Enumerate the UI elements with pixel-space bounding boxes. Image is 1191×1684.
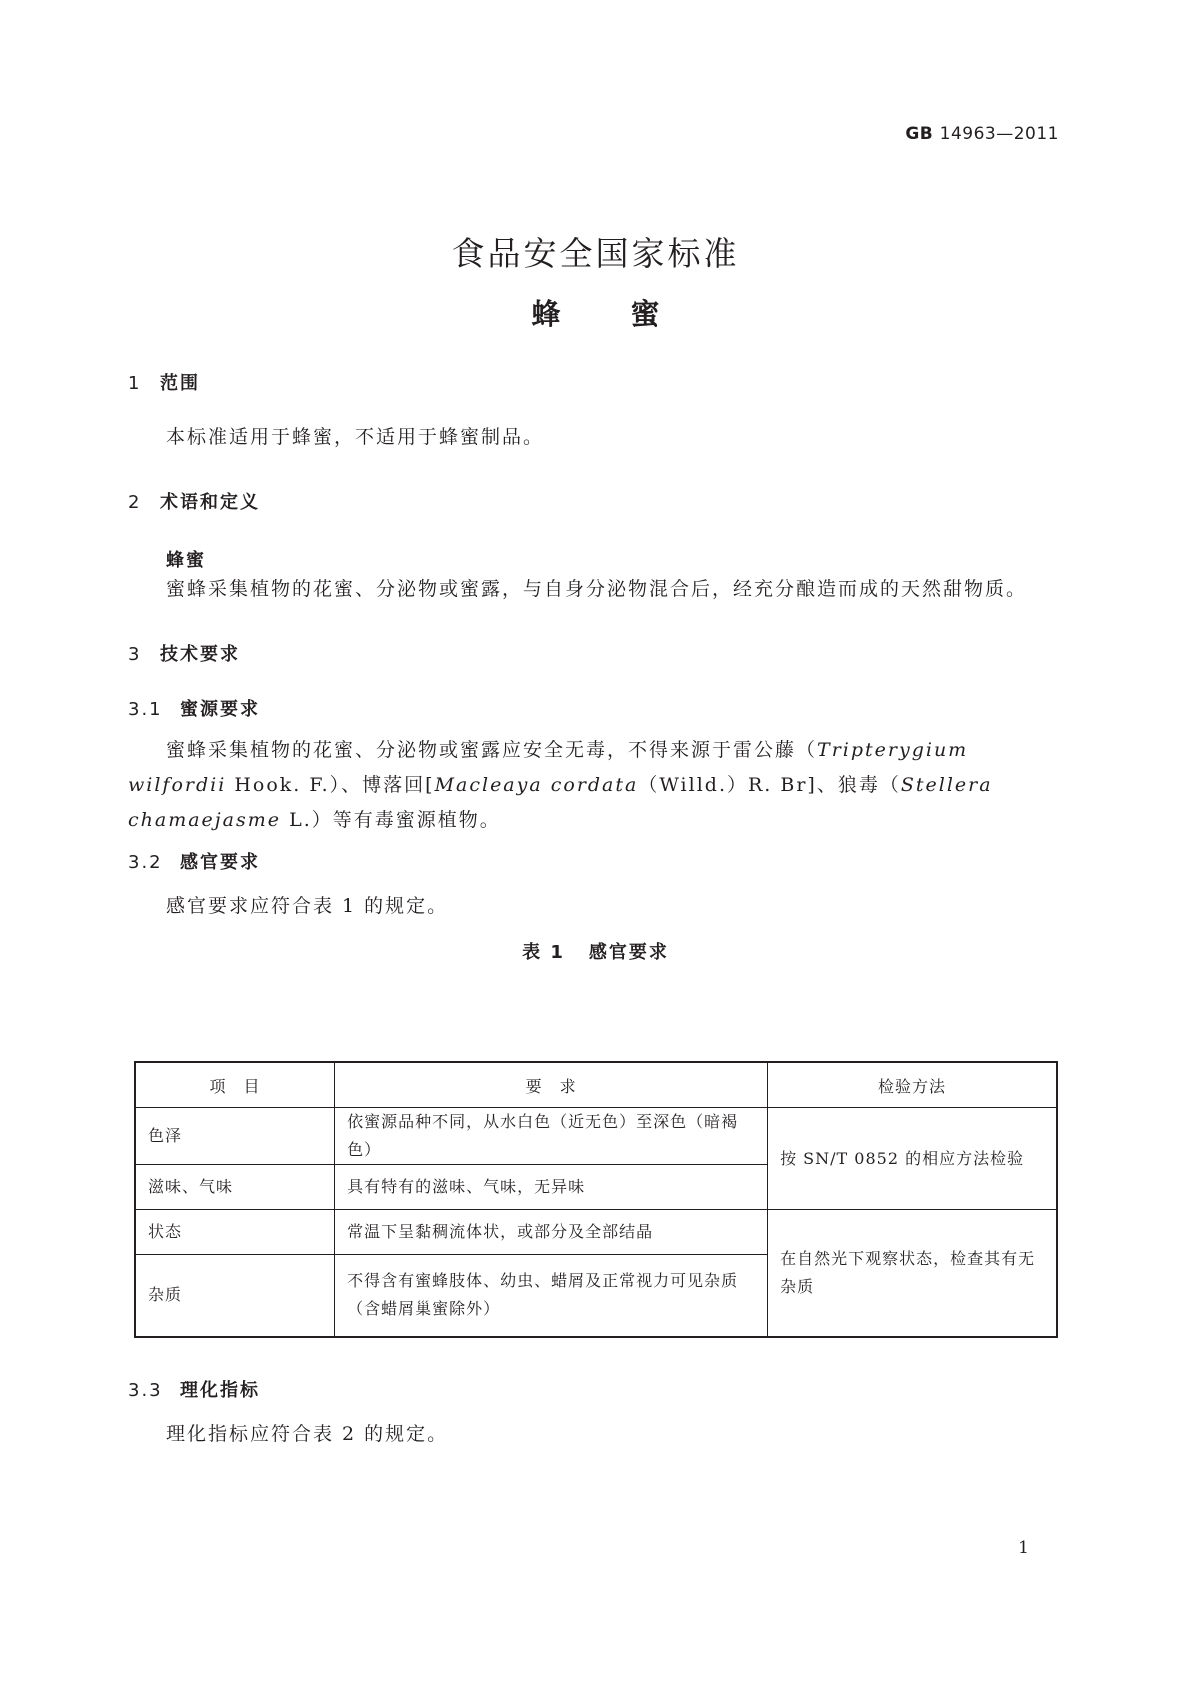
section-2-heading: 2 术语和定义 [128,492,260,513]
standard-code [905,124,1059,144]
table-header-row [135,1062,1057,1108]
section-2-title: 术语和定义 [160,492,260,513]
term-definition: 蜜蜂采集植物的花蜜、分泌物或蜜露，与自身分泌物混合后，经充分酿造而成的天然甜物质。 [166,578,1028,600]
term-honey: 蜂蜜 [166,550,206,571]
cell-item: 色泽 [135,1108,335,1165]
cell-method: 按 SN/T 0852 的相应方法检验 [768,1108,1057,1210]
header-method: 检验方法 [768,1062,1057,1108]
cell-method: 在自然光下观察状态，检查其有无杂质 [768,1210,1057,1337]
table-row [135,1108,1057,1165]
section-3-2-text: 感官要求应符合表 1 的规定。 [166,895,449,917]
section-1-title: 范围 [160,373,200,394]
section-3-1-title: 蜜源要求 [180,699,260,720]
cell-requirement: 不得含有蜜蜂肢体、幼虫、蜡屑及正常视力可见杂质（含蜡屑巢蜜除外） [335,1255,768,1337]
cell-requirement: 具有特有的滋味、气味，无异味 [335,1165,768,1210]
section-3-3-heading: 3.3 理化指标 [128,1380,260,1401]
table-1-title: 感官要求 [588,942,669,963]
document-title: 食品安全国家标准 [451,234,740,273]
section-1-heading: 1 范围 [128,373,200,394]
latin-name-3: Stellera chamaejasme [128,774,993,831]
table-1-caption [0,938,1191,964]
table-1-number: 表 1 [522,942,565,963]
page-number: 1 [1018,1538,1029,1558]
header-item: 项 目 [135,1062,335,1108]
subtitle-char-2: 蜜 [630,297,660,331]
cell-item: 状态 [135,1210,335,1255]
standard-number: 14963—2011 [939,124,1059,144]
subtitle-char-1: 蜂 [531,297,561,331]
cell-requirement: 依蜜源品种不同，从水白色（近无色）至深色（暗褐色） [335,1108,768,1165]
latin-name-1: Tripterygium wilfordii [128,739,969,796]
sensory-table [134,1061,1058,1338]
section-3-1-text: 蜜蜂采集植物的花蜜、分泌物或蜜露应安全无毒，不得来源于雷公藤（Tripterygium wilfordii Hook. F.）、博落回[Macleaya cordata（Willd.）R. Br]、狼毒（Stellera chamaejasme L.）等有毒蜜源植物。 [128,739,993,831]
document-subtitle [0,292,1191,333]
section-3-3-title: 理化指标 [180,1380,260,1401]
table-row [135,1210,1057,1255]
section-3-1-heading: 3.1 蜜源要求 [128,699,260,720]
cell-item: 杂质 [135,1255,335,1337]
cell-item: 滋味、气味 [135,1165,335,1210]
section-3-heading: 3 技术要求 [128,644,240,665]
section-3-3-text: 理化指标应符合表 2 的规定。 [166,1423,449,1445]
section-3-title: 技术要求 [160,644,240,665]
latin-name-2: Macleaya cordata [434,774,639,796]
standard-prefix: GB [905,124,934,144]
cell-requirement: 常温下呈黏稠流体状，或部分及全部结晶 [335,1210,768,1255]
header-requirement: 要 求 [335,1062,768,1108]
section-3-2-title: 感官要求 [180,852,260,873]
section-3-2-heading: 3.2 感官要求 [128,852,260,873]
section-1-text: 本标准适用于蜂蜜，不适用于蜂蜜制品。 [166,426,545,448]
